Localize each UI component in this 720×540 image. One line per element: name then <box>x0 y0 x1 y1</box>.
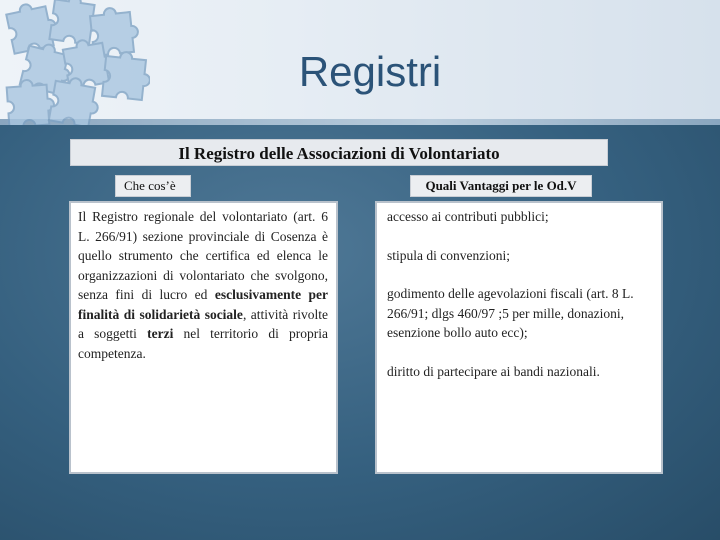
advantage-item: accesso ai contributi pubblici; <box>387 209 549 224</box>
advantage-item: stipula di convenzioni; <box>387 247 510 263</box>
left-column-label: Che cos’è <box>115 175 191 197</box>
right-column-label: Quali Vantaggi per le Od.V <box>410 175 592 197</box>
definition-bold-third-parties: terzi <box>147 326 174 341</box>
definition-text: , attività rivolte a soggetti <box>78 306 328 341</box>
advantages-panel <box>375 201 663 474</box>
definition-panel <box>69 201 338 474</box>
definition-text: Il Registro regionale del volontariato (art. 6 L. 266/91) sezione provinciale di Cosenza è quello strumento che certifica ed elenca le organizzazioni di volontariato che svolgono, senza fini di lucro ed <box>78 209 328 302</box>
section-header: Il Registro delle Associazioni di Volontariato <box>70 139 608 166</box>
advantage-item: godimento delle agevolazioni fiscali (art. 8 L. 266/91; dlgs 460/97 ;5 per mille, donazioni, esenzione bollo auto ecc); <box>387 286 634 340</box>
advantage-item: diritto di partecipare ai bandi nazionali. <box>387 363 600 379</box>
definition-text: nel territorio di propria competenza. <box>78 326 328 361</box>
definition-bold-purpose: esclusivamente per finalità di solidarietà sociale <box>78 287 328 322</box>
slide-title: Registri <box>298 48 442 95</box>
